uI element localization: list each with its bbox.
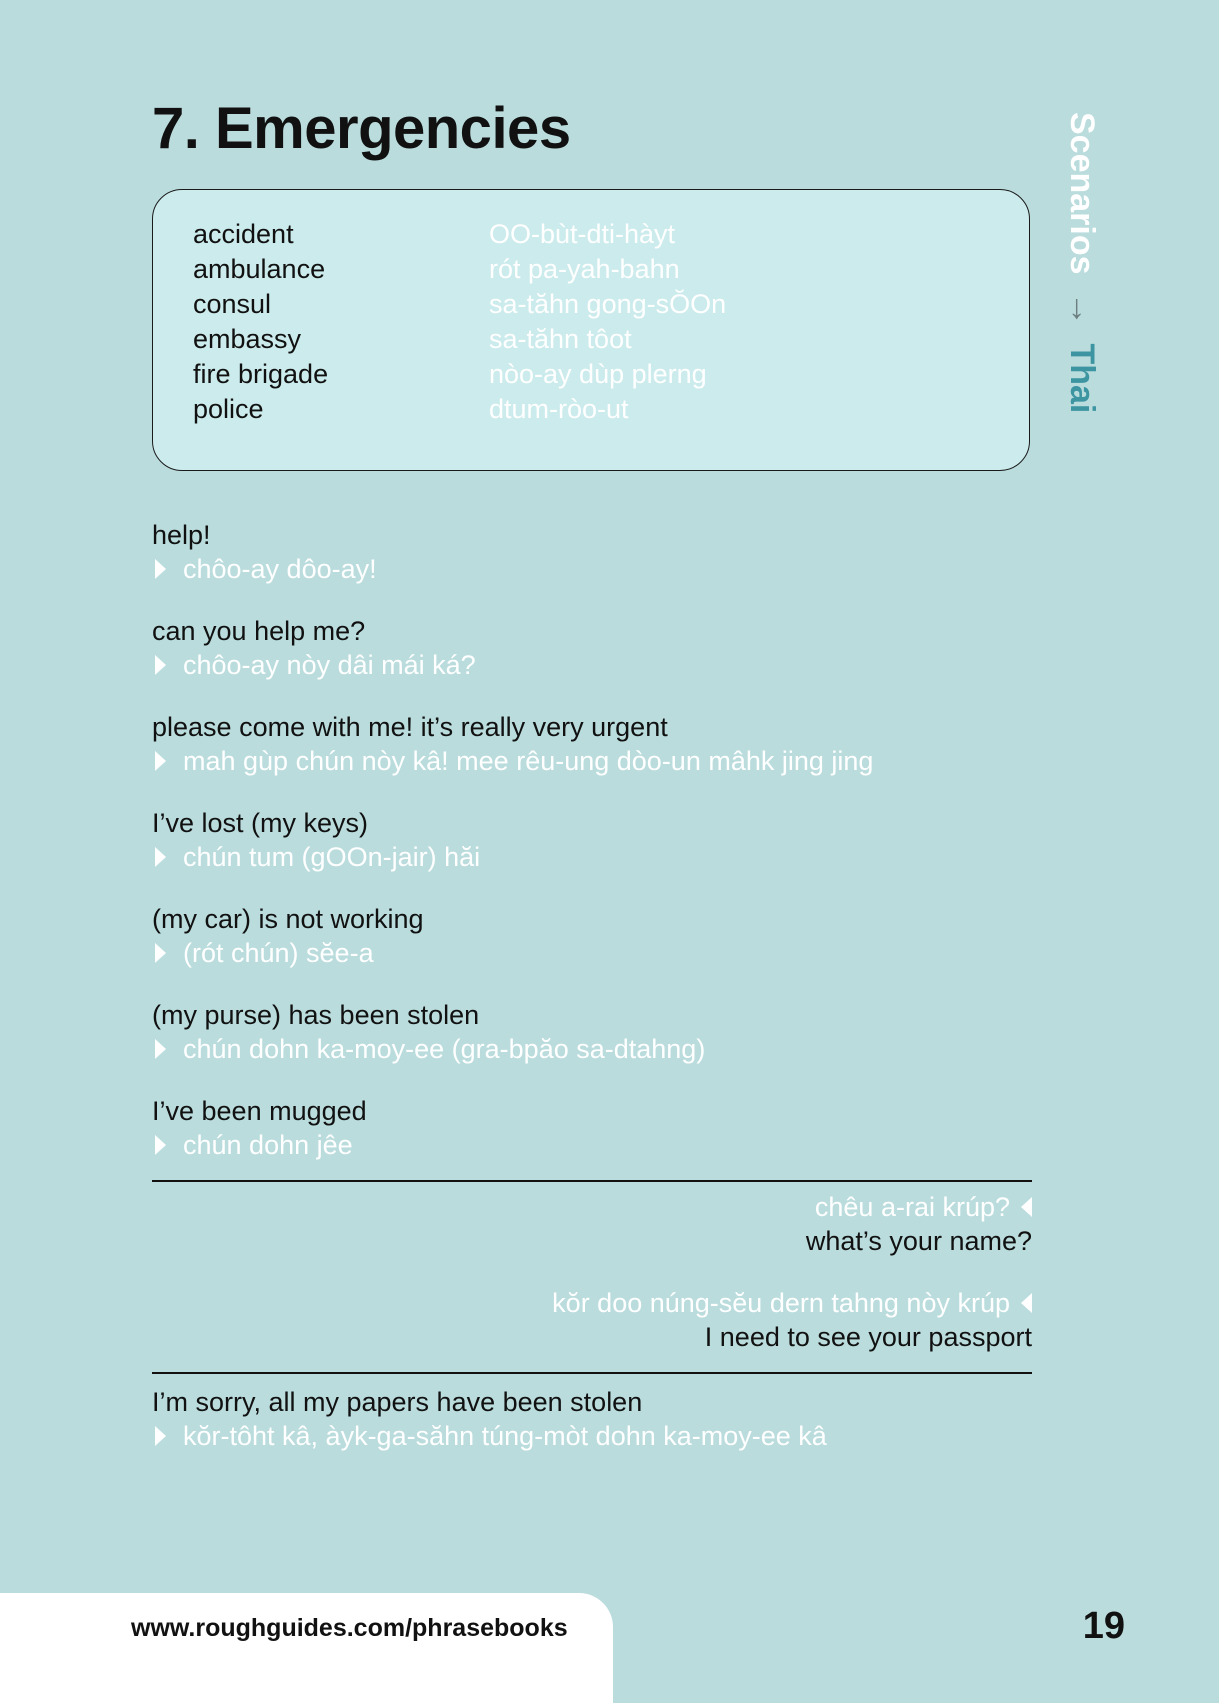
section-tab <box>1065 112 1099 413</box>
phrase-thai-line <box>152 744 1032 778</box>
phrase-thai: (rót chún) sĕe-a <box>183 938 374 968</box>
triangle-left-icon <box>1021 1293 1032 1313</box>
vocab-thai: rót pa-yah-bahn <box>489 254 680 284</box>
footer-url[interactable]: www.roughguides.com/phrasebooks <box>131 1614 568 1642</box>
vocabulary-box <box>152 189 1030 471</box>
phrase-thai: chún tum (gOOn-jair) hăi <box>183 842 481 872</box>
phrase-english: help! <box>152 520 211 550</box>
vocab-thai: dtum-ròo-ut <box>489 394 629 424</box>
vocab-english: accident <box>193 219 294 249</box>
triangle-right-icon <box>155 655 166 675</box>
reply-item <box>152 1286 1032 1354</box>
reply-item <box>152 1190 1032 1258</box>
section-label: Scenarios <box>1063 112 1101 275</box>
phrase-item <box>152 614 1032 682</box>
vocab-english: fire brigade <box>193 359 329 389</box>
phrase-thai: chún dohn ka-moy-ee (gra-bpăo sa-dtahng) <box>183 1034 706 1064</box>
reply-thai-line <box>152 1286 1032 1320</box>
phrase-item <box>152 1094 1032 1162</box>
reply-english: I need to see your passport <box>704 1322 1032 1352</box>
phrase-thai: mah gùp chún nòy kâ! mee rêu-ung dòo-un mâhk jing jing <box>183 746 874 776</box>
triangle-right-icon <box>155 847 166 867</box>
phrase-thai: chôo-ay dôo-ay! <box>183 554 377 584</box>
vocab-thai: sa-tăhn tôot <box>489 324 632 354</box>
divider <box>152 1372 1032 1374</box>
phrase-thai-line <box>152 1419 1032 1453</box>
phrase-thai-line <box>152 1032 1032 1066</box>
language-label: Thai <box>1063 343 1101 414</box>
triangle-right-icon <box>155 751 166 771</box>
reply-thai: chêu a-rai krúp? <box>814 1192 1010 1222</box>
triangle-left-icon <box>1021 1197 1032 1217</box>
footer-tab <box>0 1593 613 1703</box>
phrase-item <box>152 902 1032 970</box>
phrase-thai: kŏr-tôht kâ, àyk-ga-săhn túng-mòt dohn ka-moy-ee kâ <box>183 1421 827 1451</box>
vocab-english: police <box>193 394 264 424</box>
vocab-thai: OO-bùt-dti-hàyt <box>489 219 676 249</box>
reply-english: what’s your name? <box>805 1226 1032 1256</box>
divider <box>152 1180 1032 1182</box>
phrase-thai: chún dohn jêe <box>183 1130 353 1160</box>
triangle-right-icon <box>155 1039 166 1059</box>
triangle-right-icon <box>155 559 166 579</box>
vocab-english: embassy <box>193 324 302 354</box>
phrase-thai-line <box>152 648 1032 682</box>
phrase-english: (my purse) has been stolen <box>152 1000 480 1030</box>
phrase-thai-line <box>152 936 1032 970</box>
phrase-english: I’ve been mugged <box>152 1096 367 1126</box>
phrase-english: I’ve lost (my keys) <box>152 808 369 838</box>
phrase-item <box>152 1385 1032 1453</box>
phrase-thai: chôo-ay nòy dâi mái ká? <box>183 650 476 680</box>
phrase-english: can you help me? <box>152 616 366 646</box>
page-title: 7. Emergencies <box>152 96 571 161</box>
vocab-thai: sa-tăhn gong-sŎOn <box>489 289 727 319</box>
vocab-english: ambulance <box>193 254 326 284</box>
phrase-item <box>152 518 1032 586</box>
vocab-english: consul <box>193 289 272 319</box>
triangle-right-icon <box>155 943 166 963</box>
triangle-right-icon <box>155 1426 166 1446</box>
phrase-english: I’m sorry, all my papers have been stolen <box>152 1387 643 1417</box>
phrase-item <box>152 998 1032 1066</box>
phrase-thai-line <box>152 552 1032 586</box>
phrase-thai-line <box>152 1128 1032 1162</box>
phrase-english: (my car) is not working <box>152 904 424 934</box>
phrase-english: please come with me! it’s really very urgent <box>152 712 668 742</box>
reply-thai-line <box>152 1190 1032 1224</box>
triangle-right-icon <box>155 1135 166 1155</box>
vocab-thai: nòo-ay dùp plerng <box>489 359 707 389</box>
phrase-thai-line <box>152 840 1032 874</box>
page-number: 19 <box>1082 1605 1125 1647</box>
reply-thai: kŏr doo núng-sĕu dern tahng nòy krúp <box>552 1288 1010 1318</box>
phrase-item <box>152 806 1032 874</box>
phrase-item <box>152 710 1032 778</box>
arrow-right-icon: → <box>1063 291 1101 326</box>
